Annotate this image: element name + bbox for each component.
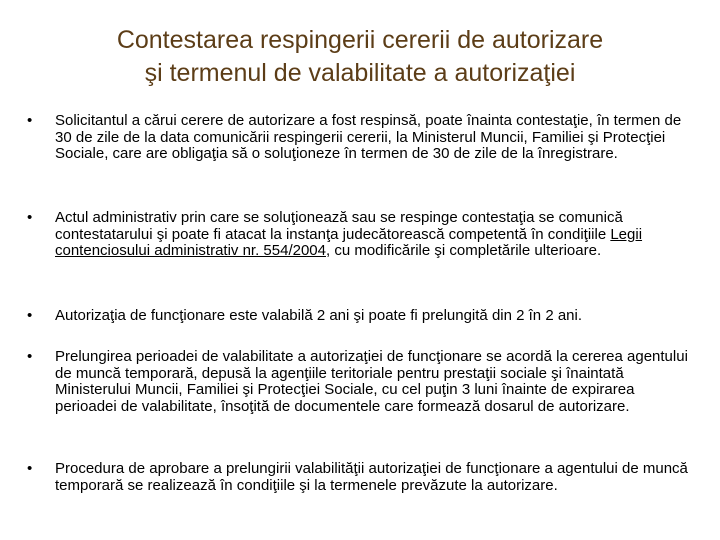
bullet-item-5 xyxy=(27,461,695,494)
bullet-item-4 xyxy=(27,349,695,415)
bullet-text-2 xyxy=(55,210,695,260)
bullet-marker: • xyxy=(27,460,33,477)
bullet-text-5: Procedura de aprobare a prelungirii valabilităţii autorizaţiei de funcţionare a agentului de muncă temporară se realizează în condiţiile şi la termenele prevăzute la autorizare. xyxy=(55,460,688,494)
bullet-text-1: Solicitantul a cărui cerere de autorizare a fost respinsă, poate înainta contestaţie, în termen de 30 de zile de la data comunicării respingerii cererii, la Ministerul Muncii, Familiei şi Protecţiei Sociale, care are obligaţia să o soluţioneze în termen de 30 de zile de la înregistrare. xyxy=(55,112,682,162)
title-line-2: şi termenul de valabilitate a autorizaţiei xyxy=(144,59,576,87)
bullet-text-3: Autorizaţia de funcţionare este valabilă 2 ani şi poate fi prelungită din 2 în 2 ani. xyxy=(55,307,583,324)
bullet-text-2-before: Actul administrativ prin care se soluţionează sau se respinge contestaţia se comunică contestatarului şi poate fi atacat la instanţa judecătorească competentă în condiţiile xyxy=(55,209,623,243)
bullet-marker: • xyxy=(27,112,33,129)
bullet-marker: • xyxy=(27,209,33,226)
bullet-item-3 xyxy=(27,308,695,325)
bullet-text-2-after: , cu modificările şi completările ulterioare. xyxy=(326,242,602,259)
law-link[interactable]: Legii contenciosului administrativ nr. 554/2004 xyxy=(55,225,643,259)
bullet-item-1 xyxy=(27,113,695,163)
bullet-text-4: Prelungirea perioadei de valabilitate a autorizaţiei de funcţionare se acordă la cererea agentului de muncă temporară, depusă la agenţiile teritoriale pentru prestaţii sociale şi înaintată Ministerului Muncii, Familiei şi Protecţiei Sociale, cu cel puţin 3 luni înainte de expirarea perioadei de valabilitate, însoţită de documentele care formează dosarul de autorizare. xyxy=(55,348,688,415)
bullet-marker: • xyxy=(27,348,33,365)
title-line-1: Contestarea respingerii cererii de autorizare xyxy=(116,26,604,54)
bullet-item-2 xyxy=(27,210,695,260)
bullet-marker: • xyxy=(27,307,33,324)
